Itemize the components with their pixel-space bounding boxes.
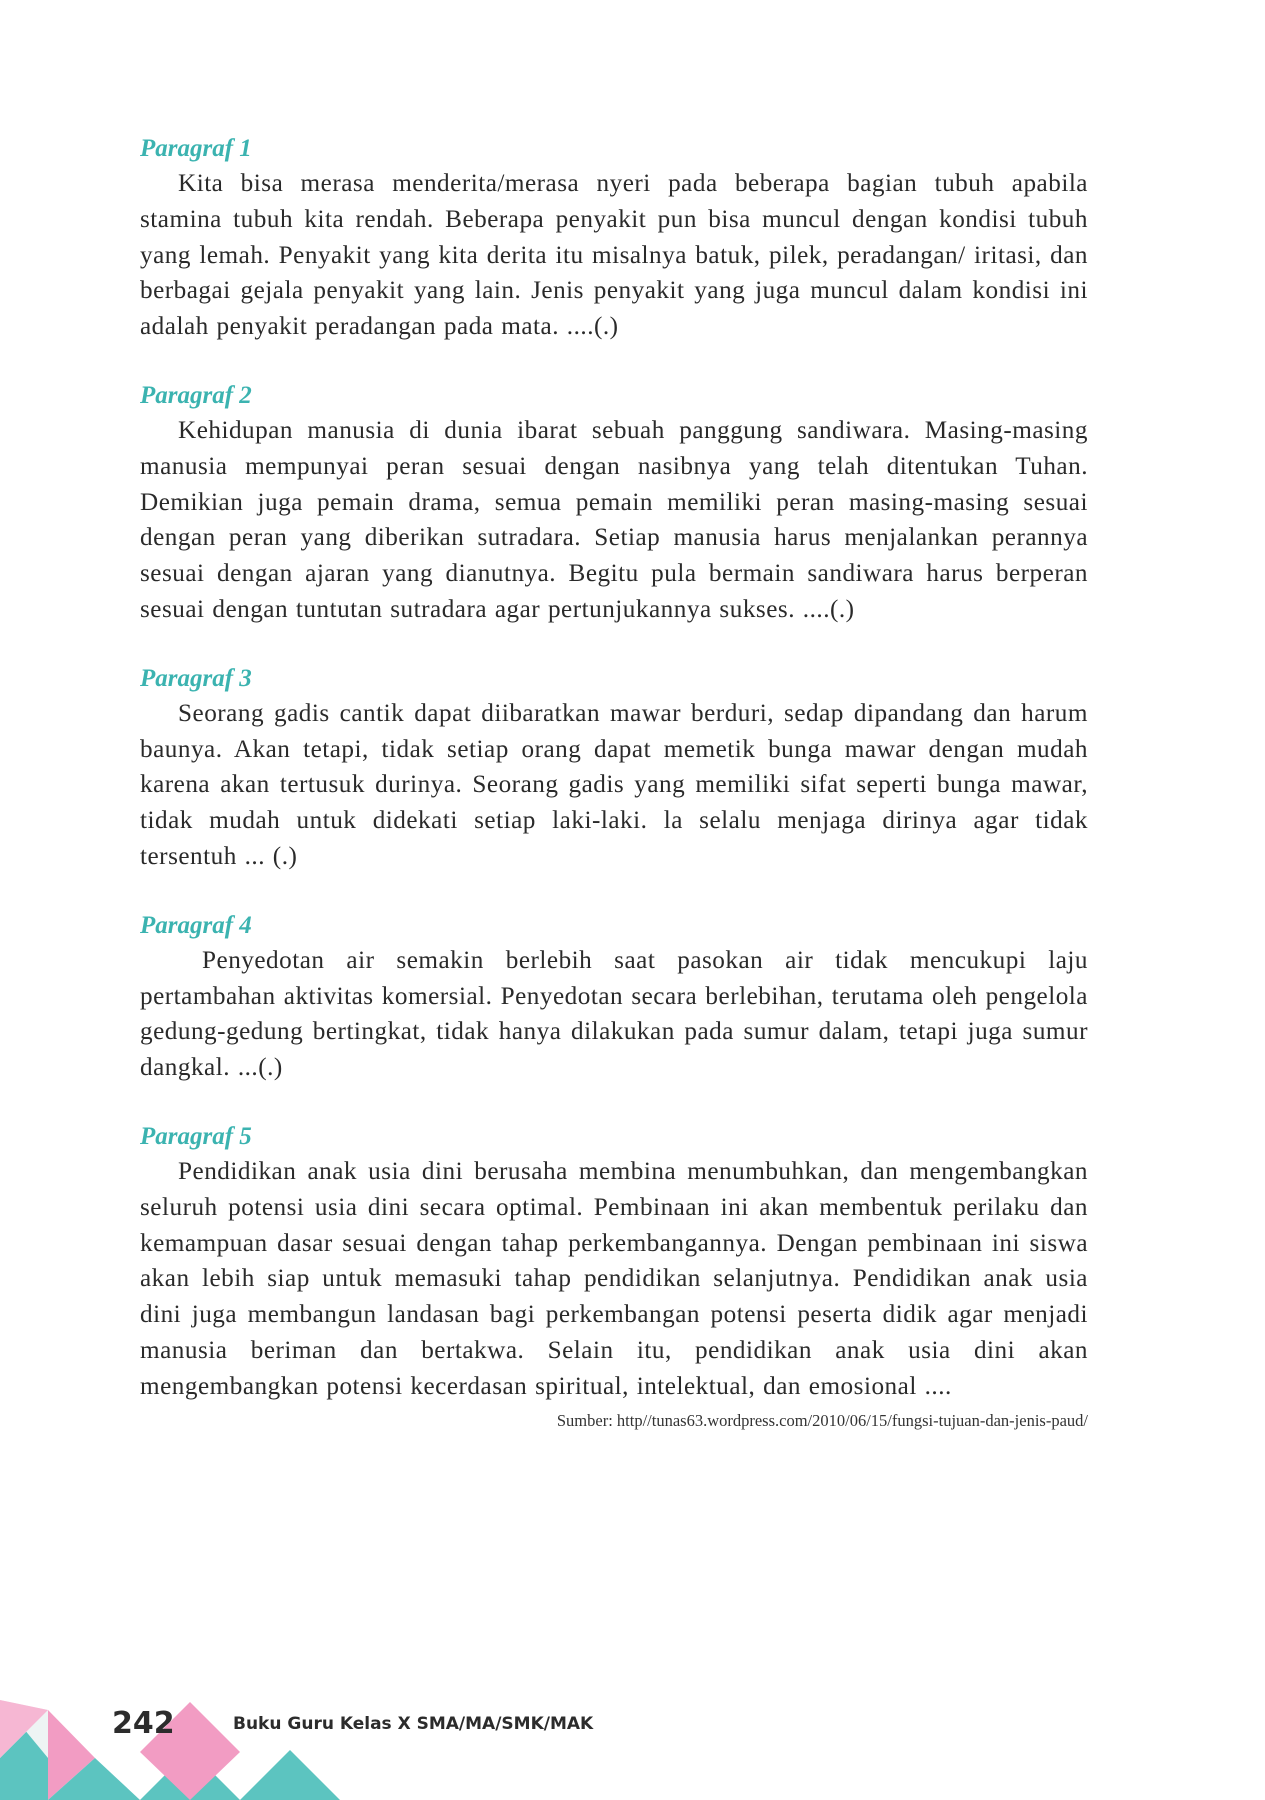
main-content xyxy=(140,132,1088,1431)
paragraph-section-4 xyxy=(140,909,1088,1086)
paragraph-heading: Paragraf 3 xyxy=(140,664,252,692)
paragraph-heading: Paragraf 5 xyxy=(140,1122,252,1150)
book-title: Buku Guru Kelas X SMA/MA/SMK/MAK xyxy=(233,1714,594,1734)
paragraph-heading: Paragraf 2 xyxy=(140,381,252,409)
paragraph-heading: Paragraf 4 xyxy=(140,911,252,939)
paragraph-text: Pendidikan anak usia dini berusaha membina menumbuhkan, dan mengembangkan seluruh potensi usia dini secara optimal. Pembinaan ini akan membentuk perilaku dan kemampuan dasar sesuai dengan tahap perkembangannya. Dengan pembinaan ini siswa akan lebih siap untuk memasuki tahap pendidikan selanjutnya. Pendidikan anak usia dini juga membangun landasan bagi perkembangan potensi peserta didik agar menjadi manusia beriman dan bertakwa. Selain itu, pendidikan anak usia dini akan mengembangkan potensi kecerdasan spiritual, intelektual, dan emosional .... xyxy=(140,1157,1088,1400)
paragraph-text: Seorang gadis cantik dapat diibaratkan mawar berduri, sedap dipandang dan harum baunya. Akan tetapi, tidak setiap orang dapat memetik bunga mawar dengan mudah karena akan tertusuk durinya. Seorang gadis yang memiliki sifat seperti bunga mawar, tidak mudah untuk didekati setiap laki-laki. la selalu menjaga dirinya agar tidak tersentuh ... (.) xyxy=(140,699,1088,870)
paragraph-section-3 xyxy=(140,662,1088,875)
paragraph-section-1 xyxy=(140,132,1088,345)
paragraph-text: Kita bisa merasa menderita/merasa nyeri pada beberapa bagian tubuh apabila stamina tubuh kita rendah. Beberapa penyakit pun bisa muncul dengan kondisi tubuh yang lemah. Penyakit yang kita derita itu misalnya batuk, pilek, peradangan/ iritasi, dan berbagai gejala penyakit yang lain. Jenis penyakit yang juga muncul dalam kondisi ini adalah penyakit peradangan pada mata. ....(.) xyxy=(140,170,1088,341)
source-citation: Sumber: http//tunas63.wordpress.com/2010/06/15/fungsi-tujuan-dan-jenis-paud/ xyxy=(556,1410,1088,1430)
paragraph-text: Kehidupan manusia di dunia ibarat sebuah panggung sandiwara. Masing-masing manusia mempunyai peran sesuai dengan nasibnya yang telah ditentukan Tuhan. Demikian juga pemain drama, semua pemain memiliki peran masing-masing sesuai dengan peran yang diberikan sutradara. Setiap manusia harus menjalankan perannya sesuai dengan ajaran yang dianutnya. Begitu pula bermain sandiwara harus berperan sesuai dengan tuntutan sutradara agar pertunjukannya sukses. ....(.) xyxy=(140,416,1088,623)
teal-triangle-far xyxy=(240,1750,340,1800)
paragraph-heading: Paragraf 1 xyxy=(140,135,252,162)
paragraph-section-2 xyxy=(140,379,1088,628)
page-number: 242 xyxy=(112,1706,175,1741)
paragraph-text: Penyedotan air semakin berlebih saat pasokan air tidak mencukupi laju pertambahan aktivitas komersial. Penyedotan secara berlebihan, terutama oleh pengelola gedung-gedung bertingkat, tidak hanya dilakukan pada sumur dalam, tetapi juga sumur dangkal. ...(.) xyxy=(140,946,1088,1082)
paragraph-section-5 xyxy=(140,1120,1088,1431)
